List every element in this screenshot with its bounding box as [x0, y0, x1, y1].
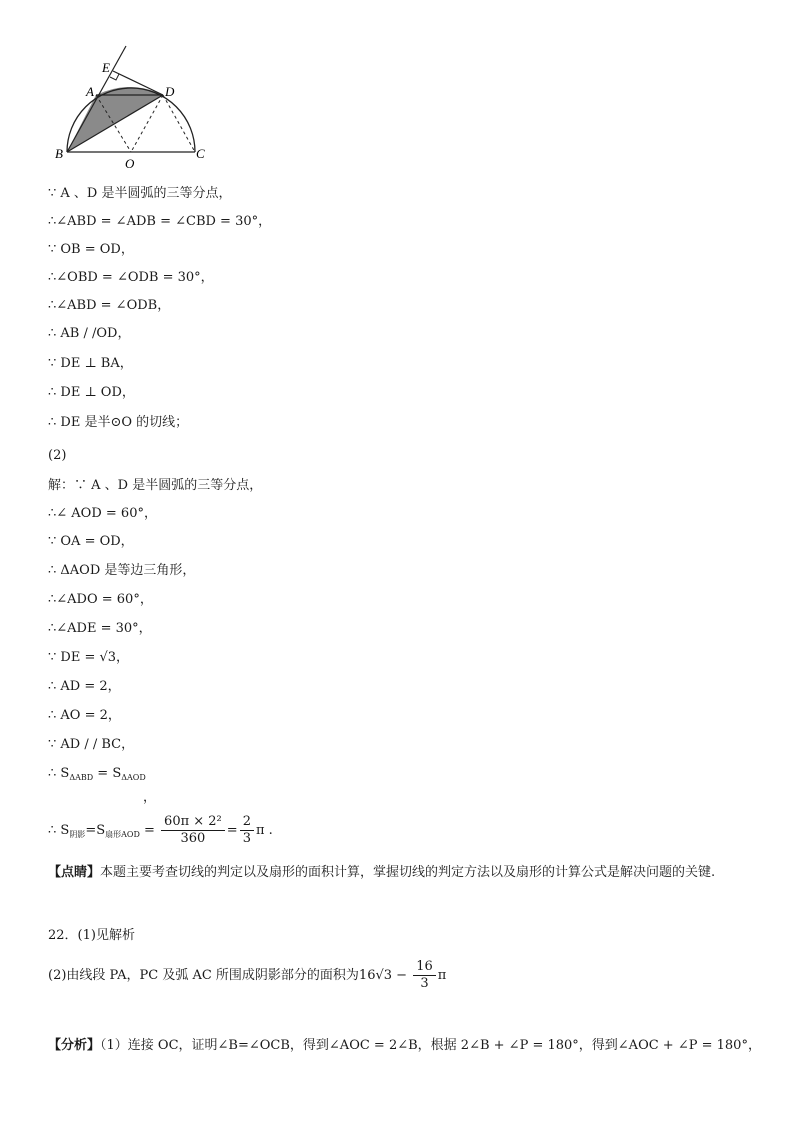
- proof-line: ∴∠ADE = 30°，: [48, 621, 152, 636]
- proof-line: ∴ ΔAOD 是等边三角形，: [48, 563, 196, 578]
- proof-line: ∴ DE ⊥ OD，: [48, 385, 135, 400]
- shaded-eq-suffix: π .: [255, 823, 273, 838]
- proof-line: ∵ DE ⊥ BA，: [48, 356, 133, 371]
- part2-value: 16√3 −: [358, 968, 412, 983]
- semicircle-diagram: [52, 44, 222, 174]
- area-eq-sub2: ΔAOD: [121, 773, 146, 782]
- fraction-suffix: π: [437, 968, 447, 983]
- shaded-eq-sub2: 扇形AOD: [105, 830, 140, 839]
- proof-line: ∴∠ AOD = 60°，: [48, 506, 157, 521]
- label-o: O: [125, 156, 135, 171]
- right-angle-mark: [110, 74, 119, 80]
- dashed-dc: [163, 95, 195, 152]
- area-eq-mid: = S: [93, 766, 122, 781]
- proof-line: ∴∠ABD = ∠ADB = ∠CBD = 30°，: [48, 214, 272, 229]
- comment-paragraph: [48, 858, 758, 888]
- label-c: C: [196, 146, 205, 161]
- fraction-numerator: 2: [240, 814, 254, 831]
- fraction-denominator: 3: [420, 976, 429, 991]
- label-a: A: [86, 84, 94, 99]
- label-b: B: [55, 146, 63, 161]
- label-e: E: [102, 60, 110, 75]
- proof-line: ∴ AD = 2，: [48, 679, 121, 694]
- proof-line: ∵ OA = OD，: [48, 534, 134, 549]
- label-d: D: [165, 84, 175, 99]
- proof-line: ∴ DE 是半⊙O 的切线；: [48, 415, 189, 430]
- proof-line: ∵ OB = OD，: [48, 242, 134, 257]
- area-eq-suffix: ，: [143, 790, 157, 805]
- question-22-part2: [48, 958, 446, 994]
- proof-line: ∵ DE = √3，: [48, 650, 130, 665]
- fraction-16-3: [413, 959, 436, 992]
- analysis-tag: 【分析】: [48, 1038, 101, 1053]
- comment-text: 本题主要考查切线的判定以及扇形的面积计算，掌握切线的判定方法以及扇形的计算公式是解决问题的关键.: [100, 865, 716, 880]
- fraction-result: [240, 814, 254, 847]
- proof-line: 解：∵ A 、D 是半圆弧的三等分点，: [48, 478, 263, 493]
- fraction-denominator: 3: [242, 831, 251, 846]
- comment-tag: 【点睛】: [48, 865, 101, 880]
- proof-line: ∵ A 、D 是半圆弧的三等分点，: [48, 186, 232, 201]
- proof-line: ∴∠ADO = 60°，: [48, 592, 153, 607]
- analysis-text: （1）连接 OC，证明∠B=∠OCB，得到∠AOC = 2∠B，根据 2∠B + ∠P = 180°，得到∠AOC + ∠P = 180°，: [100, 1038, 761, 1053]
- area-eq-sub1: ΔABD: [69, 773, 94, 782]
- proof-line: ∴ AB / /OD，: [48, 326, 131, 341]
- shaded-region: [67, 87, 163, 152]
- fraction-sector: [161, 814, 225, 847]
- shaded-eq-mid: =S: [85, 823, 106, 838]
- area-eq-prefix: ∴ S: [48, 766, 70, 781]
- part2-text: (2)由线段 PA，PC 及弧 AC 所围成阴影部分的面积为: [48, 968, 359, 983]
- shaded-eq-sub1: 阴影: [69, 830, 86, 839]
- area-equality: [48, 764, 156, 808]
- shaded-area-formula: [48, 814, 273, 852]
- analysis-line: [48, 1036, 761, 1056]
- shaded-eq-equals: =: [139, 823, 160, 838]
- fraction-numerator: 16: [413, 959, 436, 976]
- shaded-eq-prefix: ∴ S: [48, 823, 70, 838]
- geometry-figure: [52, 44, 222, 174]
- proof-line: ∵ AD / / BC，: [48, 737, 135, 752]
- part-2-heading: (2): [48, 448, 67, 463]
- question-22-title: 22．(1)见解析: [48, 928, 135, 943]
- proof-line: ∴∠ABD = ∠ODB，: [48, 298, 171, 313]
- proof-line: ∴ AO = 2，: [48, 708, 121, 723]
- shaded-eq-equals-2: =: [226, 823, 238, 838]
- proof-line: ∴∠OBD = ∠ODB = 30°，: [48, 270, 214, 285]
- fraction-denominator: 360: [180, 831, 206, 846]
- fraction-numerator: 60π × 2²: [161, 814, 225, 831]
